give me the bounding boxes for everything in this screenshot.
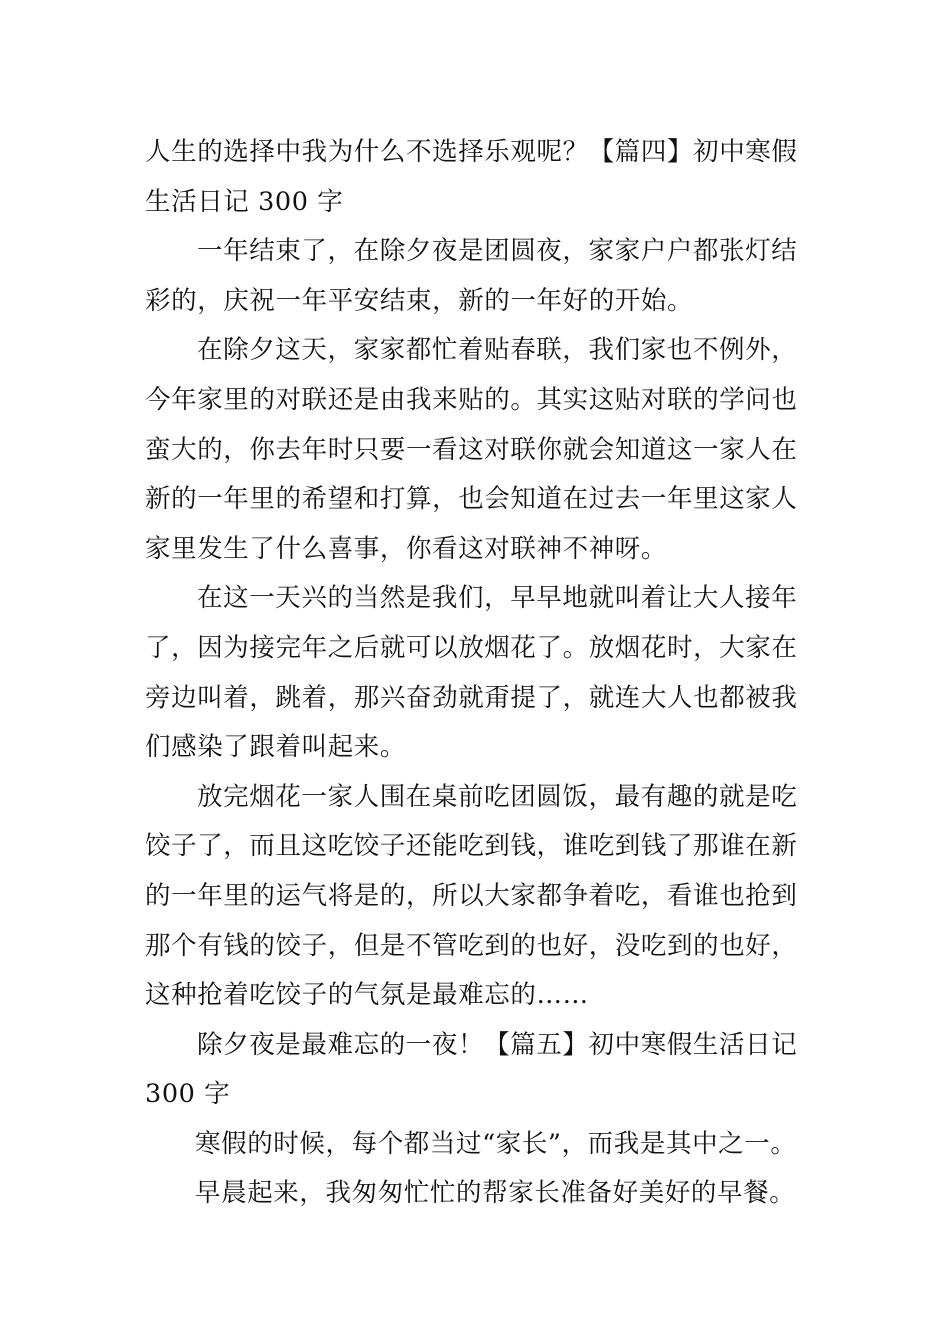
paragraph-first-line: 放完烟花一家人围在桌前吃团圆饭，最有趣的就是吃 bbox=[197, 781, 798, 812]
document-body bbox=[145, 128, 815, 1219]
text-line: 彩的，庆祝一年平安结束，新的一年好的开始。 bbox=[145, 285, 694, 316]
paragraph-first-line: 一年结束了，在除夕夜是团圆夜，家家户户都张灯结 bbox=[197, 236, 798, 267]
paragraph-first-line: 除夕夜是最难忘的一夜！【篇五】初中寒假生活日记 bbox=[197, 1029, 798, 1060]
paragraph-first-line: 早晨起来，我匆匆忙忙的帮家长准备好美好的早餐。 bbox=[195, 1178, 796, 1209]
text-line: 旁边叫着，跳着，那兴奋劲就甭提了，就连大人也都被我 bbox=[145, 682, 798, 713]
text-line: 的一年里的运气将是的，所以大家都争着吃，看谁也抢到 bbox=[145, 880, 798, 911]
text-line: 今年家里的对联还是由我来贴的。其实这贴对联的学问也 bbox=[145, 384, 798, 415]
text-line: 饺子了，而且这吃饺子还能吃到钱，谁吃到钱了那谁在新 bbox=[145, 831, 798, 862]
text-line: 300 字 bbox=[145, 1079, 231, 1110]
text-line: 这种抢着吃饺子的气氛是最难忘的…… bbox=[145, 980, 589, 1011]
paragraph-first-line: 寒假的时候，每个都当过“家长”，而我是其中之一。 bbox=[195, 1128, 797, 1159]
text-line: 新的一年里的希望和打算，也会知道在过去一年里这家人 bbox=[145, 484, 798, 515]
text-line: 生活日记 300 字 bbox=[145, 186, 344, 217]
text-line: 了，因为接完年之后就可以放烟花了。放烟花时，大家在 bbox=[145, 632, 798, 663]
paragraph-first-line: 在除夕这天，家家都忙着贴春联，我们家也不例外， bbox=[197, 335, 798, 366]
paragraph-first-line: 在这一天兴的当然是我们，早早地就叫着让大人接年 bbox=[197, 583, 798, 614]
text-line: 们感染了跟着叫起来。 bbox=[145, 732, 407, 763]
text-line: 蛮大的，你去年时只要一看这对联你就会知道这一家人在 bbox=[145, 434, 798, 465]
text-line: 家里发生了什么喜事，你看这对联神不神呀。 bbox=[145, 533, 668, 564]
text-line: 那个有钱的饺子，但是不管吃到的也好，没吃到的也好， bbox=[145, 930, 798, 961]
text-line: 人生的选择中我为什么不选择乐观呢？【篇四】初中寒假 bbox=[145, 137, 798, 167]
